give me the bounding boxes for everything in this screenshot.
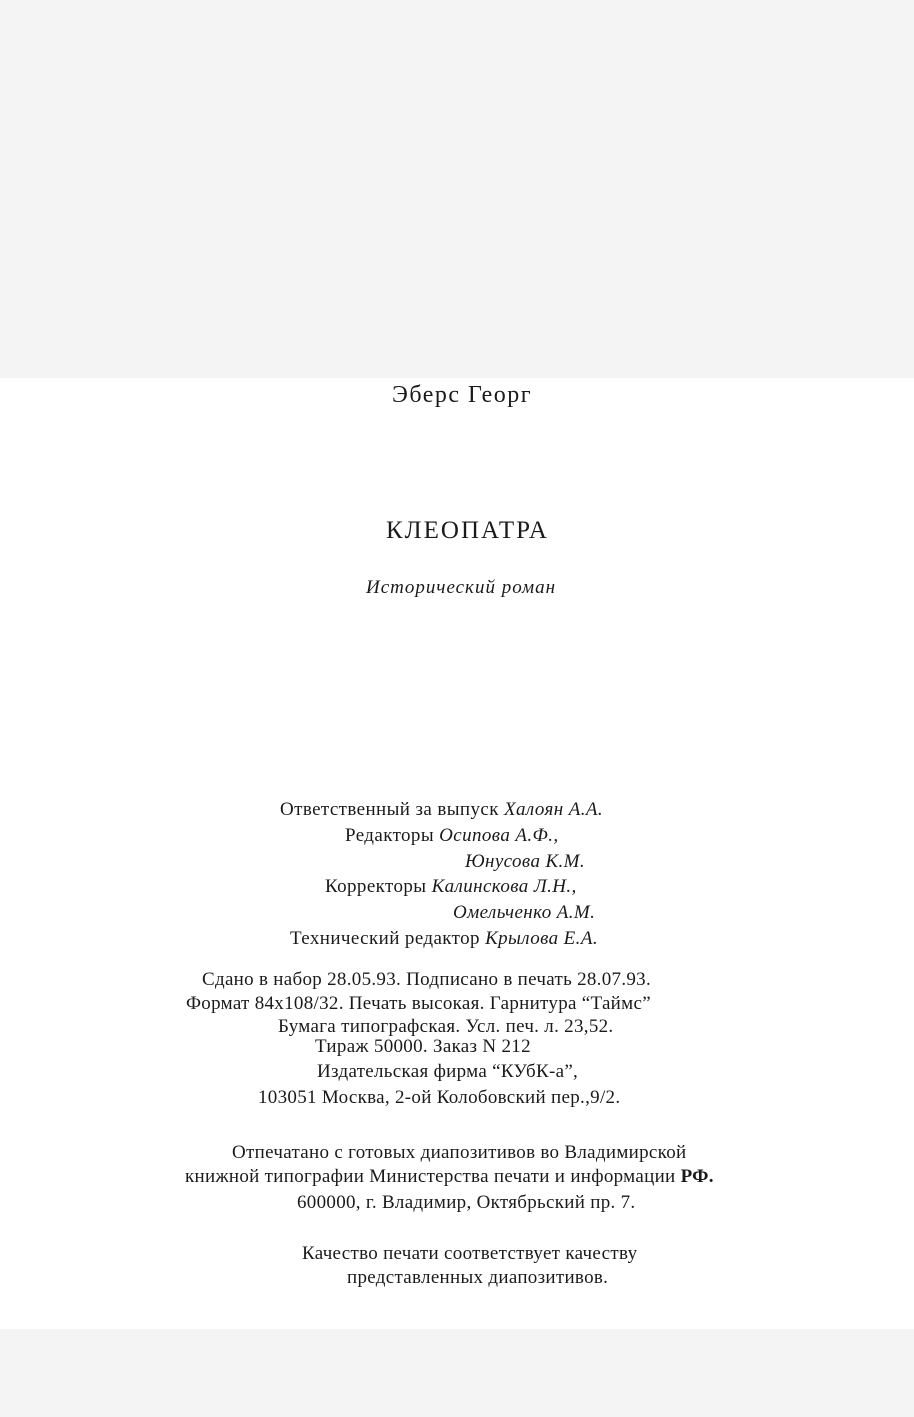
credit-editors: Редакторы Осипова А.Ф.,: [345, 825, 559, 846]
imprint-line: 103051 Москва, 2-ой Колобовский пер.,9/2.: [258, 1087, 621, 1108]
quality-line: представленных диапозитивов.: [347, 1267, 609, 1288]
imprint-line: Сдано в набор 28.05.93. Подписано в печать 28.07.93.: [202, 969, 652, 990]
book-title: КЛЕОПАТРА: [386, 517, 549, 544]
printer-line: Отпечатано с готовых диапозитивов во Владимирской: [232, 1142, 687, 1163]
imprint-line: Формат 84х108/32. Печать высокая. Гарнитура “Таймс”: [186, 993, 651, 1014]
printer-line: 600000, г. Владимир, Октябрьский пр. 7.: [297, 1192, 636, 1213]
imprint-line: Тираж 50000. Заказ N 212: [315, 1036, 531, 1057]
printer-line: книжной типографии Министерства печати и информации РФ.: [185, 1166, 714, 1187]
imprint-line: Издательская фирма “КУбК-а”,: [317, 1061, 579, 1082]
imprint-line: Бумага типографская. Усл. печ. л. 23,52.: [278, 1016, 614, 1037]
credit-tech-editor: Технический редактор Крылова Е.А.: [290, 928, 598, 949]
credit-proofreader-2: Омельченко А.М.: [453, 902, 596, 923]
book-subtitle: Исторический роман: [366, 577, 557, 598]
credit-responsible: Ответственный за выпуск Халоян А.А.: [280, 799, 604, 820]
credit-editor-2: Юнусова К.М.: [465, 851, 586, 872]
quality-line: Качество печати соответствует качеству: [302, 1243, 638, 1264]
author-name: Эберс Георг: [392, 382, 533, 408]
credit-proofreaders: Корректоры Калинскова Л.Н.,: [325, 876, 577, 897]
